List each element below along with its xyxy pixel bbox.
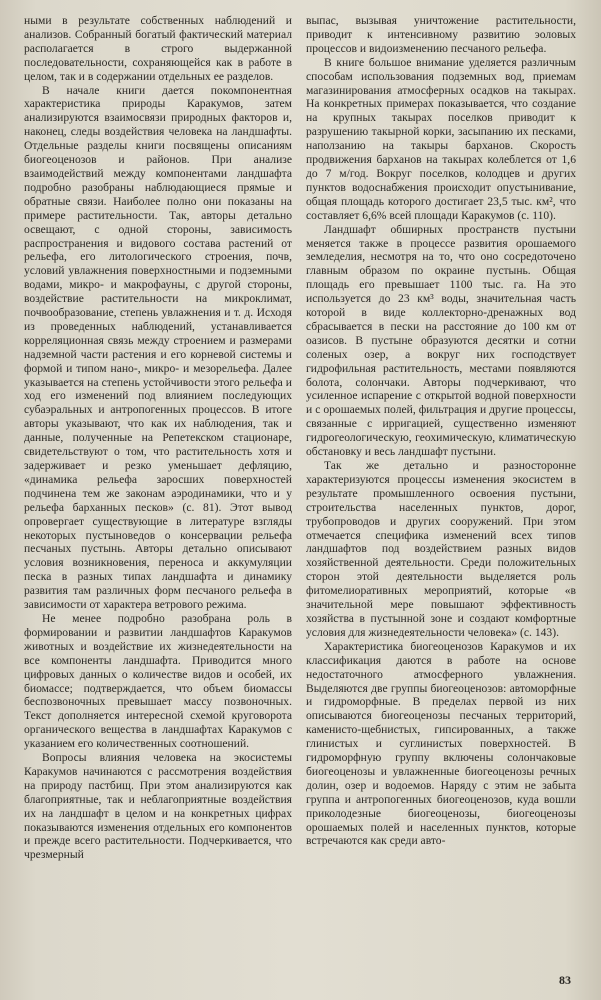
paragraph: Не менее подробно разобрана роль в формировании и развитии ландшафтов Каракумов животных и воздействие их жизнедеятельности на все компоненты ландшафта. Приводится много цифровых данных о количестве видов и особей, их биомассе; подтверждается, что объем биомассы беспозвоночных превышает массу позвоночных. Текст дополняется интересной схемой круговорота органического вещества в ландшафтах Каракумов с указанием его количественных соотношений. <box>24 611 292 751</box>
paragraph: В книге большое внимание уделяется различным способам использования подземных вод, приемам магазинирования атмосферных осадков на такырах. На конкретных примерах показывается, что создание на крупных такырах поселков приводит к разрушению такырной корки, засыпанию их песками, наползанию на такыры барханов. Скорость продвижения барханов на такырах колеблется от 1,6 до 7 м/год. Вокруг поселков, колодцев и других пунктов водоснабжения происходит опустынивание, общая площадь которого достигает 23,5 тыс. км², что составляет 6,6% всей площади Каракумов (с. 110). <box>306 55 576 222</box>
paragraph: ными в результате собственных наблюдений и анализов. Собранный богатый фактический материал располагается в строго выдержанной последовательности, сохраняющейся как в работе в целом, так и в содержании отдельных ее разделов. <box>24 14 292 83</box>
paragraph: выпас, вызывая уничтожение растительности, приводит к интенсивному развитию эоловых процессов и видоизменению песчаного рельефа. <box>306 14 576 55</box>
right-column <box>306 14 576 848</box>
paragraph: Так же детально и разносторонне характеризуются процессы изменения экосистем в результате промышленного освоения пустыни, строительства населенных пунктов, дорог, трубопроводов и других сооружений. При этом отмечается специфика изменений всех типов ландшафтов под воздействием разных видов хозяйственной деятельности. Среди положительных сторон этой деятельности выделяется роль фитомелиоративных мероприятий, которые «в значительной мере повышают эффективность хозяйства в пустынной зоне и создают комфортные условия для жизнедеятельности человека» (с. 143). <box>306 459 576 639</box>
paragraph: Ландшафт обширных пространств пустыни меняется также в процессе развития орошаемого земледелия, несмотря на то, что оно сосредоточено главным образом по окраине пустынь. Общая площадь его превышает 1100 тыс. га. На это используется до 23 км³ воды, значительная часть которой в виде коллекторно-дренажных вод сбрасывается в пески на расстояние до 100 км от оазисов. В пустыне образуются десятки и сотни соленых озер, а вокруг них господствует гидрофильная растительность, местами появляются болота, солончаки. Авторы подчеркивают, что усиленное испарение с открытой водной поверхности и с орошаемых полей, фильтрация и другие процессы, связанные с ирригацией, существенно изменяют гидрогеологическую, геохимическую, климатическую обстановку и весь ландшафт пустыни. <box>306 222 576 459</box>
paragraph: Вопросы влияния человека на экосистемы Каракумов начинаются с рассмотрения воздействия на природу пастбищ. При этом анализируются как благоприятные, так и неблагоприятные воздействия их на ландшафт в целом и на конкретных цифрах показываются изменения отдельных его компонентов и прежде всего растительности. Подчеркивается, что чрезмерный <box>24 751 292 862</box>
paragraph: Характеристика биогеоценозов Каракумов и их классификация даются в работе на основе недостаточного атмосферного увлажнения. Выделяются две группы биогеоценозов: автоморфные и гидроморфные. В пределах первой из них описываются биогеоценозы песчаных территорий, каменисто-щебнистых, гипсированных, а также глинистых и суглинистых поверхностей. В гидроморфную группу включены солончаковые биогеоценозы и увлажненные биогеоценозы речных долин, озер и водоемов. Наряду с этим не забыта группа и антропогенных биогеоценозов, куда вошли приколодезные биогеоценозы, биогеоценозы орошаемых полей и населенных пунктов, которые встречаются как среди авто- <box>306 639 576 848</box>
paragraph: В начале книги дается покомпонентная характеристика природы Каракумов, затем анализируются взаимосвязи природных факторов и, наконец, следы воздействия человека на ландшафты. Отдельные разделы книги посвящены описаниям биогеоценозов и районов. При анализе взаимодействий между компонентами ландшафта подробно разобраны наблюдающиеся прямые и обратные связи. Наиболее полно они показаны на примере растительности. Так, авторы детально освещают, с одной стороны, зависимость распространения и видового состава растений от рельефа, его литологического строения, почв, условий увлажнения поверхностными и подземными водами, микро- и макрофауны, с другой стороны, воздействие растительности на микроклимат, почвообразование, степень увлажнения и т. д. Исходя из проведенных наблюдений, устанавливается корреляционная связь между строением и размерами надземной части растения и его корневой системы и формой и типом нано-, микро- и мезорельефа. Далее указывается на степень устойчивости этого рельефа и ход его изменений под влиянием последующих субаэральных и антропогенных процессов. В итоге авторы указывают, что как их наблюдения, так и данные, полученные на Репетекском стационаре, свидетельствуют о том, что растительность хотя и задерживает и резко уменьшает дефляцию, «динамика рельефа заросших поверхностей подчинена тем же законам аэродинамики, что и у рельефа барханных песков» (с. 81). Этот вывод опровергает существующие в литературе взгляды некоторых пустыноведов о консервации рельефа песчаных пустынь. Авторы детально описывают условия возникновения, переноса и аккумуляции песка в разных типах ландшафта и динамику развития там различных форм песчаного рельефа в зависимости от характера ветрового режима. <box>24 83 292 612</box>
page-number: 83 <box>559 973 571 987</box>
left-column <box>24 14 292 862</box>
